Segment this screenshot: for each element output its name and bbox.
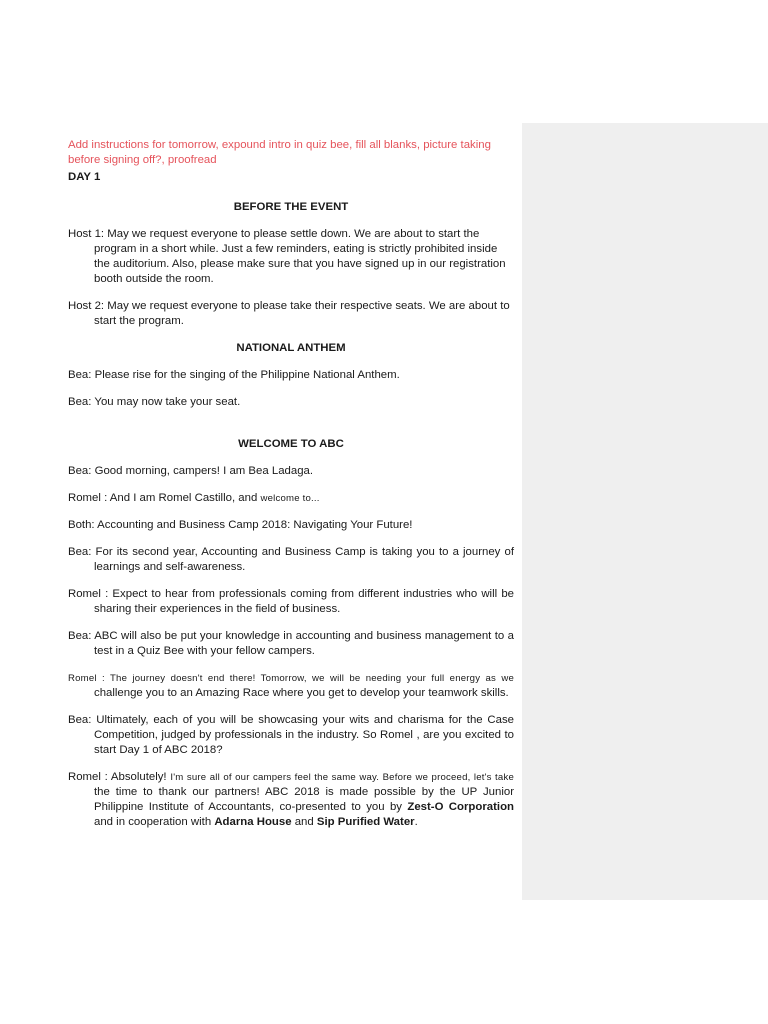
romel-journey-rest: challenge you to an Amazing Race where you get to develop your teamwork skills.	[94, 687, 509, 699]
document-body	[68, 138, 514, 842]
sponsor-adarna: Adarna House	[214, 816, 292, 828]
romel-abs-small: I'm sure all of our campers feel the same way. Before we proceed, let's take	[170, 772, 514, 783]
bea-quiz-line: Bea: ABC will also be put your knowledge in accounting and business management to a test in a Quiz Bee with your fellow campers.	[68, 630, 514, 657]
romel-expect-line: Romel : Expect to hear from professionals coming from different industries who will be sharing their experiences in the field of business.	[68, 588, 514, 615]
romel-intro-text: Romel : And I am Romel Castillo, and	[68, 492, 261, 504]
romel-abs-b: the time to thank our partners! ABC 2018 is made possible by the UP Junior Philippine Institute of Accountants, co-presented to you by	[94, 786, 514, 813]
bea-morning-line: Bea: Good morning, campers! I am Bea Ladaga.	[68, 465, 314, 477]
romel-intro-small: welcome to...	[260, 493, 320, 504]
heading-before-event: BEFORE THE EVENT	[233, 201, 349, 213]
romel-abs-d: and	[291, 816, 317, 828]
comment-pane	[522, 123, 768, 900]
sponsor-sip: Sip Purified Water	[316, 816, 415, 828]
sponsor-zesto: Zest-O Corporation	[407, 801, 514, 813]
day-label: DAY 1	[68, 171, 101, 183]
bea-second-line: Bea: For its second year, Accounting and Business Camp is taking you to a journey of learnings and self-awareness.	[68, 546, 514, 573]
host2-line: Host 2: May we request everyone to please take their respective seats. We are about to start the program.	[68, 300, 510, 327]
romel-intro-line	[68, 491, 514, 506]
host1-line: Host 1: May we request everyone to please settle down. We are about to start the program in a short while. Just a few reminders, eating is strictly prohibited inside the auditorium. Also, please make sure that you have signed up in our registration booth outside the room.	[68, 228, 506, 285]
romel-abs-c: and in cooperation with	[94, 816, 215, 828]
bea-rise-line: Bea: Please rise for the singing of the Philippine National Anthem.	[68, 369, 400, 381]
bea-seat-line: Bea: You may now take your seat.	[68, 396, 241, 408]
romel-absolutely-line	[68, 770, 514, 830]
romel-journey-small: Romel : The journey doesn't end there! Tomorrow, we will be needing your full energy as we	[68, 673, 514, 684]
romel-abs-e: .	[414, 816, 418, 828]
romel-abs-a: Romel : Absolutely!	[68, 771, 171, 783]
romel-journey-line	[68, 671, 514, 701]
bea-ultimately-line: Bea: Ultimately, each of you will be showcasing your wits and charisma for the Case Competition, judged by professionals in the industry. So Romel , are you excited to start Day 1 of ABC 2018?	[68, 714, 514, 756]
editor-note: Add instructions for tomorrow, expound intro in quiz bee, fill all blanks, picture taking before signing off?, proofread	[68, 139, 491, 166]
both-line: Both: Accounting and Business Camp 2018: Navigating Your Future!	[68, 519, 413, 531]
heading-national-anthem: NATIONAL ANTHEM	[236, 342, 346, 354]
heading-welcome: WELCOME TO ABC	[238, 438, 344, 450]
